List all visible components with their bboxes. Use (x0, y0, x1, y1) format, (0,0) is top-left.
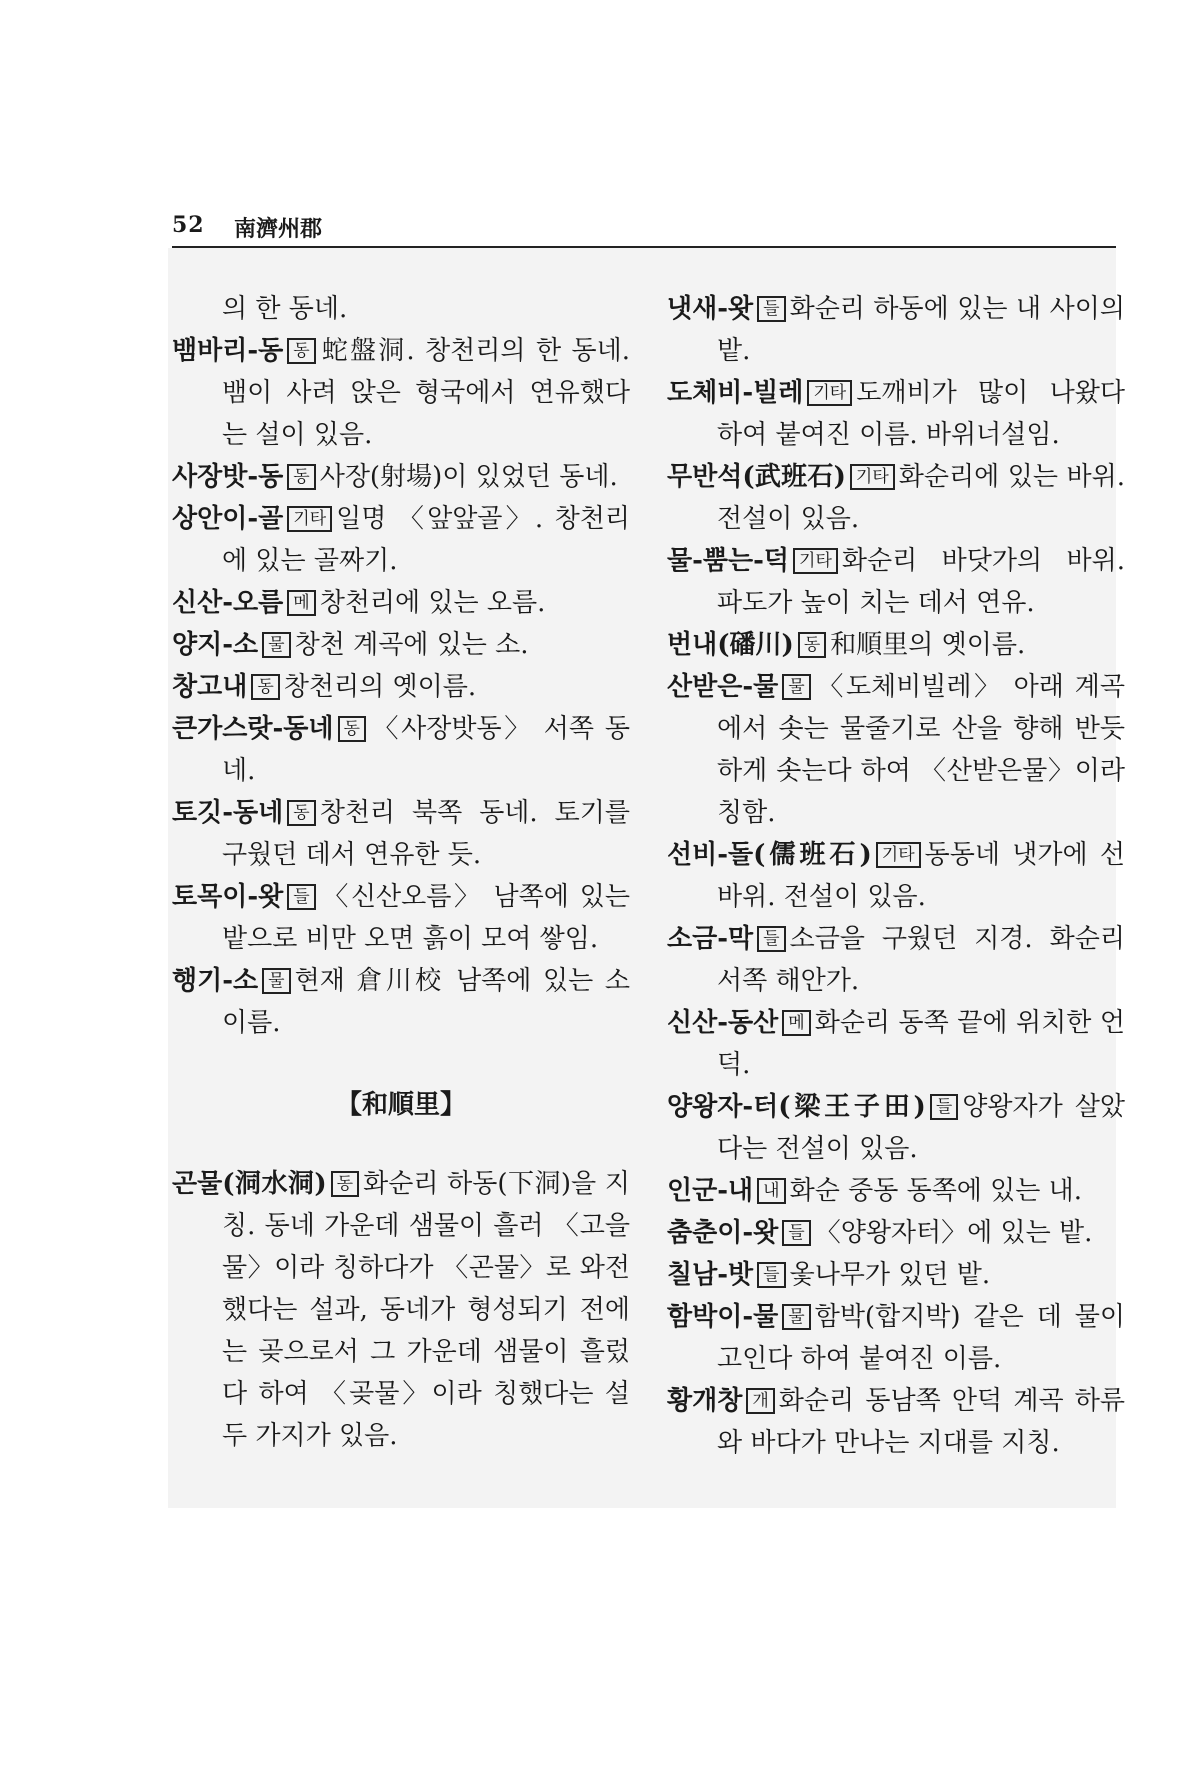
dictionary-entry (667, 918, 1125, 1002)
entry-definition: 화순리 하동(下洞)을 지칭. 동네 가운데 샘물이 흘러 〈고을물〉이라 칭하다가 〈곤물〉로 와전했다는 설과, 동네가 형성되기 전에는 곶으로서 그 가운데 샘물이 흘렀다 하여 〈곶물〉이라 칭했다는 설 두 가지가 있음. (222, 1169, 630, 1451)
entry-definition: 현재 倉川校 남쪽에 있는 소 이름. (222, 966, 630, 1038)
section-heading: 【和順里】 (335, 1090, 466, 1120)
entry-term: 춤춘이-왓 (667, 1218, 779, 1248)
category-tag: 동 (798, 632, 826, 658)
category-tag: 물 (782, 674, 810, 700)
category-tag: 메 (287, 590, 315, 616)
entry-term: 소금-막 (667, 924, 754, 954)
dictionary-entry (172, 1163, 630, 1457)
category-tag: 기타 (793, 548, 838, 574)
running-title: 南濟州郡 (234, 216, 323, 242)
dictionary-entry (172, 624, 630, 666)
entry-term: 양지-소 (172, 630, 259, 660)
category-tag: 개 (746, 1388, 774, 1414)
dictionary-entry (667, 540, 1125, 624)
entry-definition: 창천리에 있는 오름. (319, 588, 546, 618)
entry-definition: 옻나무가 있던 밭. (789, 1260, 991, 1290)
entry-definition: 함박(합지박) 같은 데 물이 고인다 하여 붙여진 이름. (717, 1302, 1125, 1374)
dictionary-entry (172, 498, 630, 582)
entry-term: 무반석(武班石) (667, 462, 846, 492)
category-tag: 기타 (850, 464, 895, 490)
dictionary-entry (667, 1380, 1125, 1464)
entry-term: 신산-오름 (172, 588, 284, 618)
category-tag: 동 (338, 716, 366, 742)
dictionary-entry (172, 960, 630, 1044)
entry-term: 곤물(洞水洞) (172, 1169, 327, 1199)
dictionary-entry (172, 288, 630, 330)
entry-definition: 화순리 동쪽 끝에 위치한 언덕. (717, 1008, 1125, 1080)
dictionary-entry (172, 666, 630, 708)
entry-definition: 화순리 동남쪽 안덕 계곡 하류와 바다가 만나는 지대를 지칭. (717, 1386, 1125, 1458)
page-number: 52 (172, 212, 205, 238)
category-tag: 동 (331, 1171, 359, 1197)
entry-term: 칠남-밧 (667, 1260, 754, 1290)
dictionary-entry (172, 456, 630, 498)
entry-term: 신산-동산 (667, 1008, 779, 1038)
entry-term: 냇새-왓 (667, 294, 754, 324)
entry-definition: 〈사장밧동〉 서쪽 동네. (222, 714, 630, 786)
page-header (172, 210, 1116, 248)
dictionary-entry (667, 1086, 1125, 1170)
entry-definition: 和順里의 옛이름. (830, 630, 1026, 660)
entry-term: 도체비-빌레 (667, 378, 804, 408)
entry-term: 큰가스랏-동네 (172, 714, 334, 744)
entry-definition: 소금을 구웠던 지경. 화순리 서쪽 해안가. (717, 924, 1125, 996)
category-tag: 물 (262, 632, 290, 658)
right-column (667, 288, 1125, 1464)
entry-definition: 화순리 바닷가의 바위. 파도가 높이 치는 데서 연유. (717, 546, 1125, 618)
category-tag: 들 (782, 1220, 810, 1246)
category-tag: 물 (782, 1304, 810, 1330)
entry-term: 뱀바리-동 (172, 336, 284, 366)
category-tag: 기타 (876, 842, 921, 868)
entry-definition: 〈도체비빌레〉 아래 계곡에서 솟는 물줄기로 산을 향해 반듯하게 솟는다 하여 〈산받은물〉이라 칭함. (717, 672, 1125, 828)
category-tag: 동 (287, 800, 315, 826)
entry-definition: 의 한 동네. (222, 294, 348, 324)
entry-definition: 〈양왕자터〉에 있는 밭. (814, 1218, 1093, 1248)
entry-definition: 양왕자가 살았다는 전설이 있음. (717, 1092, 1125, 1164)
entry-definition: 창천리 북쪽 동네. 토기를 구웠던 데서 연유한 듯. (222, 798, 630, 870)
dictionary-entry (667, 666, 1125, 834)
dictionary-entry (667, 456, 1125, 540)
entry-term: 행기-소 (172, 966, 259, 996)
category-tag: 들 (757, 296, 785, 322)
category-tag: 기타 (807, 380, 852, 406)
entry-term: 번내(磻川) (667, 630, 794, 660)
entry-term: 물-뿜는-덕 (667, 546, 790, 576)
dictionary-entry (667, 1296, 1125, 1380)
dictionary-entry (172, 330, 630, 456)
entry-definition: 〈신산오름〉 남쪽에 있는 밭으로 비만 오면 흙이 모여 쌓임. (222, 882, 630, 954)
entry-definition: 사장(射場)이 있었던 동네. (319, 462, 618, 492)
dictionary-entry (667, 834, 1125, 918)
category-tag: 들 (757, 926, 785, 952)
category-tag: 동 (287, 338, 315, 364)
category-tag: 물 (262, 968, 290, 994)
entry-term: 황개창 (667, 1386, 743, 1416)
entry-definition: 화순 중동 동쪽에 있는 내. (789, 1176, 1083, 1206)
category-tag: 내 (757, 1178, 785, 1204)
category-tag: 메 (782, 1010, 810, 1036)
category-tag: 들 (930, 1094, 958, 1120)
entry-term: 토목이-왓 (172, 882, 284, 912)
dictionary-entry (172, 792, 630, 876)
entry-term: 선비-돌(儒班石) (667, 840, 872, 870)
entry-definition: 창천리의 옛이름. (283, 672, 477, 702)
category-tag: 동 (287, 464, 315, 490)
entry-term: 상안이-골 (172, 504, 284, 534)
category-tag: 들 (287, 884, 315, 910)
entry-term: 토깃-동네 (172, 798, 284, 828)
dictionary-entry (667, 372, 1125, 456)
category-tag: 들 (757, 1262, 785, 1288)
left-column (172, 288, 630, 1457)
category-tag: 기타 (287, 506, 332, 532)
entry-term: 인군-내 (667, 1176, 754, 1206)
dictionary-entry (667, 1170, 1125, 1212)
entry-definition: 동동네 냇가에 선 바위. 전설이 있음. (717, 840, 1125, 912)
entry-definition: 화순리에 있는 바위. 전설이 있음. (717, 462, 1125, 534)
entry-definition: 蛇盤洞. 창천리의 한 동네. 뱀이 사려 앉은 형국에서 연유했다는 설이 있음. (222, 336, 630, 450)
entry-term: 산받은-물 (667, 672, 779, 702)
entry-term: 창고내 (172, 672, 248, 702)
entry-term: 함박이-물 (667, 1302, 779, 1332)
entry-definition: 창천 계곡에 있는 소. (294, 630, 529, 660)
dictionary-entry (667, 1212, 1125, 1254)
dictionary-entry (667, 1254, 1125, 1296)
category-tag: 동 (251, 674, 279, 700)
dictionary-entry (667, 288, 1125, 372)
entry-definition: 도깨비가 많이 나왔다 하여 붙여진 이름. 바위너설임. (717, 378, 1125, 450)
dictionary-entry (172, 582, 630, 624)
dictionary-entry (667, 624, 1125, 666)
entry-term: 양왕자-터(梁王子田) (667, 1092, 926, 1122)
dictionary-entry (667, 1002, 1125, 1086)
entry-definition: 화순리 하동에 있는 내 사이의 밭. (717, 294, 1125, 366)
dictionary-entry (172, 708, 630, 792)
dictionary-entry (172, 876, 630, 960)
entry-term: 사장밧-동 (172, 462, 284, 492)
entry-definition: 일명 〈앞앞골〉. 창천리에 있는 골짜기. (222, 504, 630, 576)
